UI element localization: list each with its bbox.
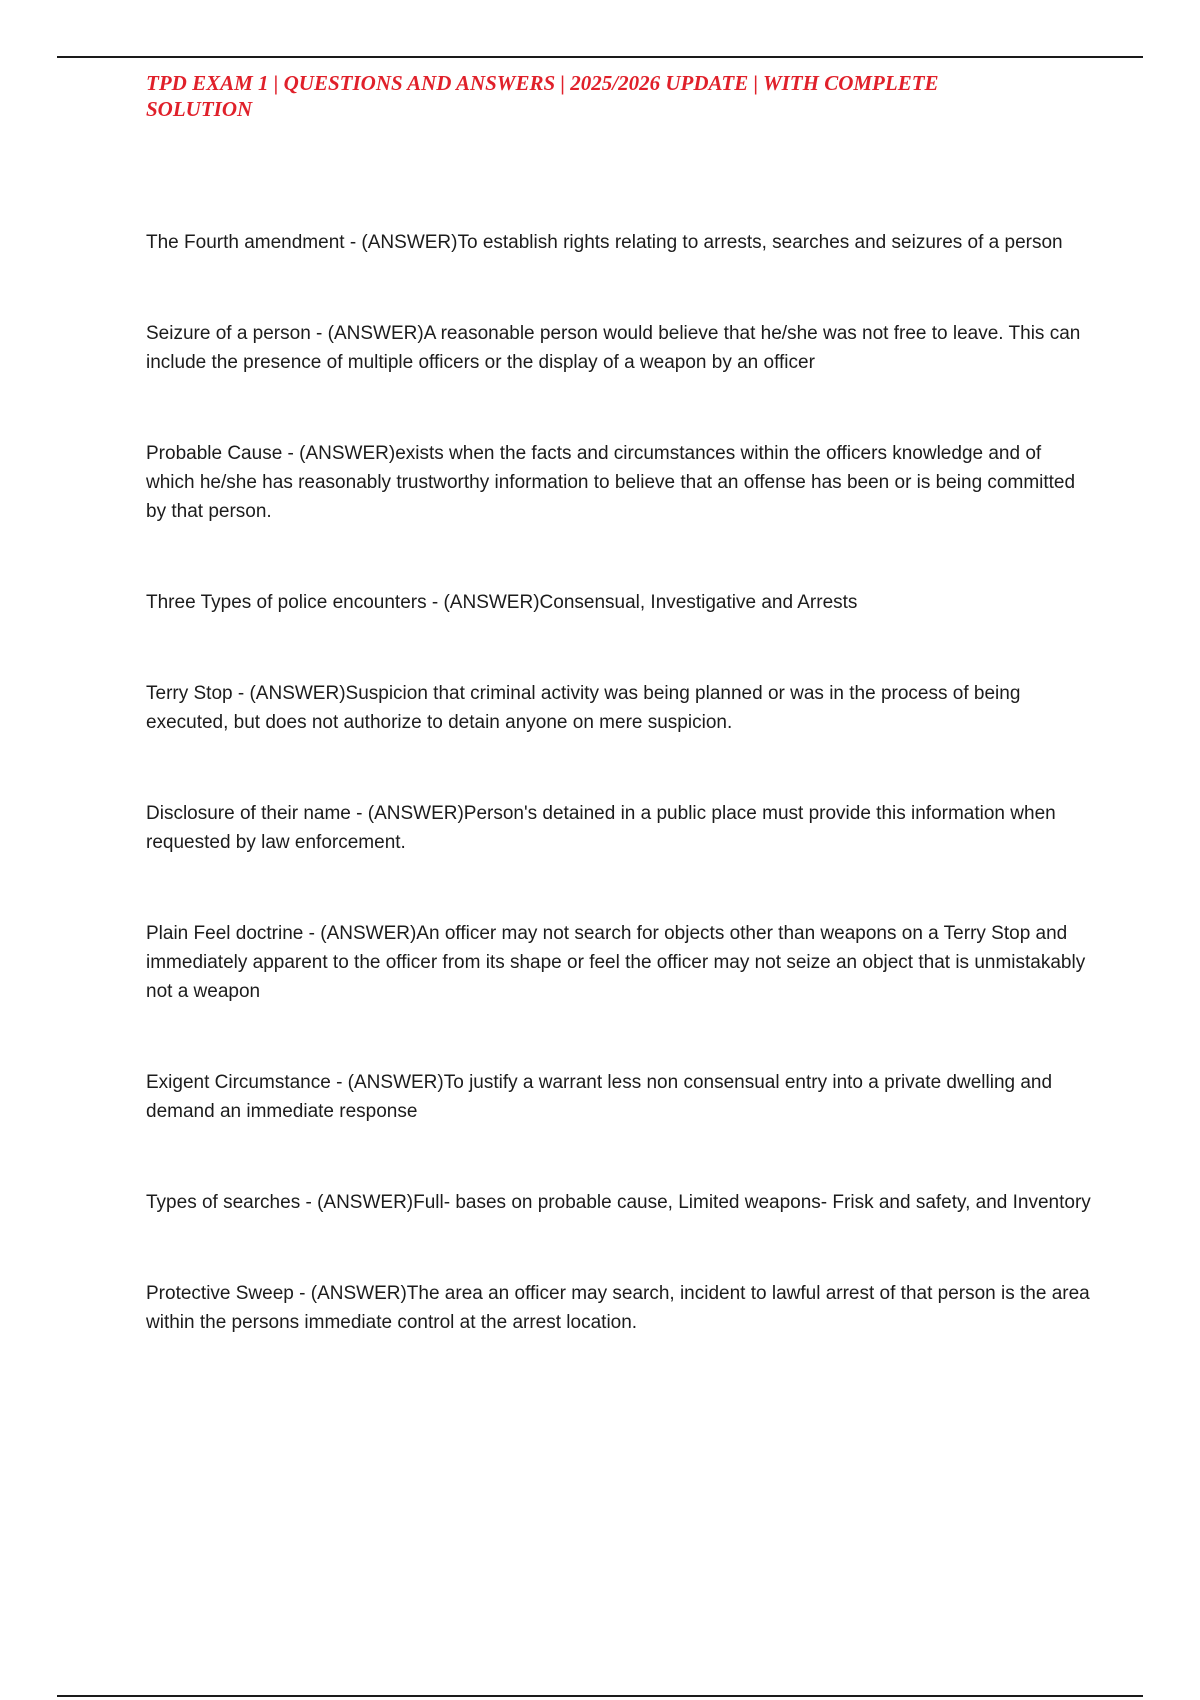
document-title: TPD EXAM 1 | QUESTIONS AND ANSWERS | 2025/2026 UPDATE | WITH COMPLETE SOLUTION [146, 71, 939, 121]
qa-item-plain-feel-doctrine: Plain Feel doctrine - (ANSWER)An officer may not search for objects other than weapons on a Terry Stop and immediately apparent to the officer from its shape or feel the officer may not seize an object that is unmistakably not a weapon [146, 923, 1086, 1002]
footer-rule [57, 1695, 1143, 1697]
qa-item-probable-cause: Probable Cause - (ANSWER)exists when the facts and circumstances within the officers knowledge and of which he/she has reasonably trustworthy information to believe that an offense has been or is being committed by that person. [146, 443, 1076, 522]
qa-item-disclosure-of-name: Disclosure of their name - (ANSWER)Person's detained in a public place must provide this information when requested by law enforcement. [146, 803, 1056, 853]
qa-item-protective-sweep: Protective Sweep - (ANSWER)The area an officer may search, incident to lawful arrest of that person is the area within the persons immediate control at the arrest location. [146, 1283, 1090, 1333]
qa-item-exigent-circumstance: Exigent Circumstance - (ANSWER)To justify a warrant less non consensual entry into a private dwelling and demand an immediate response [146, 1072, 1053, 1122]
qa-item-types-of-searches: Types of searches - (ANSWER)Full- bases on probable cause, Limited weapons- Frisk and safety, and Inventory [146, 1192, 1091, 1213]
qa-item-fourth-amendment: The Fourth amendment - (ANSWER)To establish rights relating to arrests, searches and seizures of a person [146, 232, 1063, 253]
header-rule [57, 56, 1143, 58]
qa-list [146, 228, 1091, 1337]
qa-item-police-encounters: Three Types of police encounters - (ANSWER)Consensual, Investigative and Arrests [146, 592, 858, 613]
qa-item-seizure-of-person: Seizure of a person - (ANSWER)A reasonable person would believe that he/she was not free to leave. This can include the presence of multiple officers or the display of a weapon by an officer [146, 323, 1081, 373]
qa-item-terry-stop: Terry Stop - (ANSWER)Suspicion that criminal activity was being planned or was in the process of being executed, but does not authorize to detain anyone on mere suspicion. [146, 683, 1021, 733]
